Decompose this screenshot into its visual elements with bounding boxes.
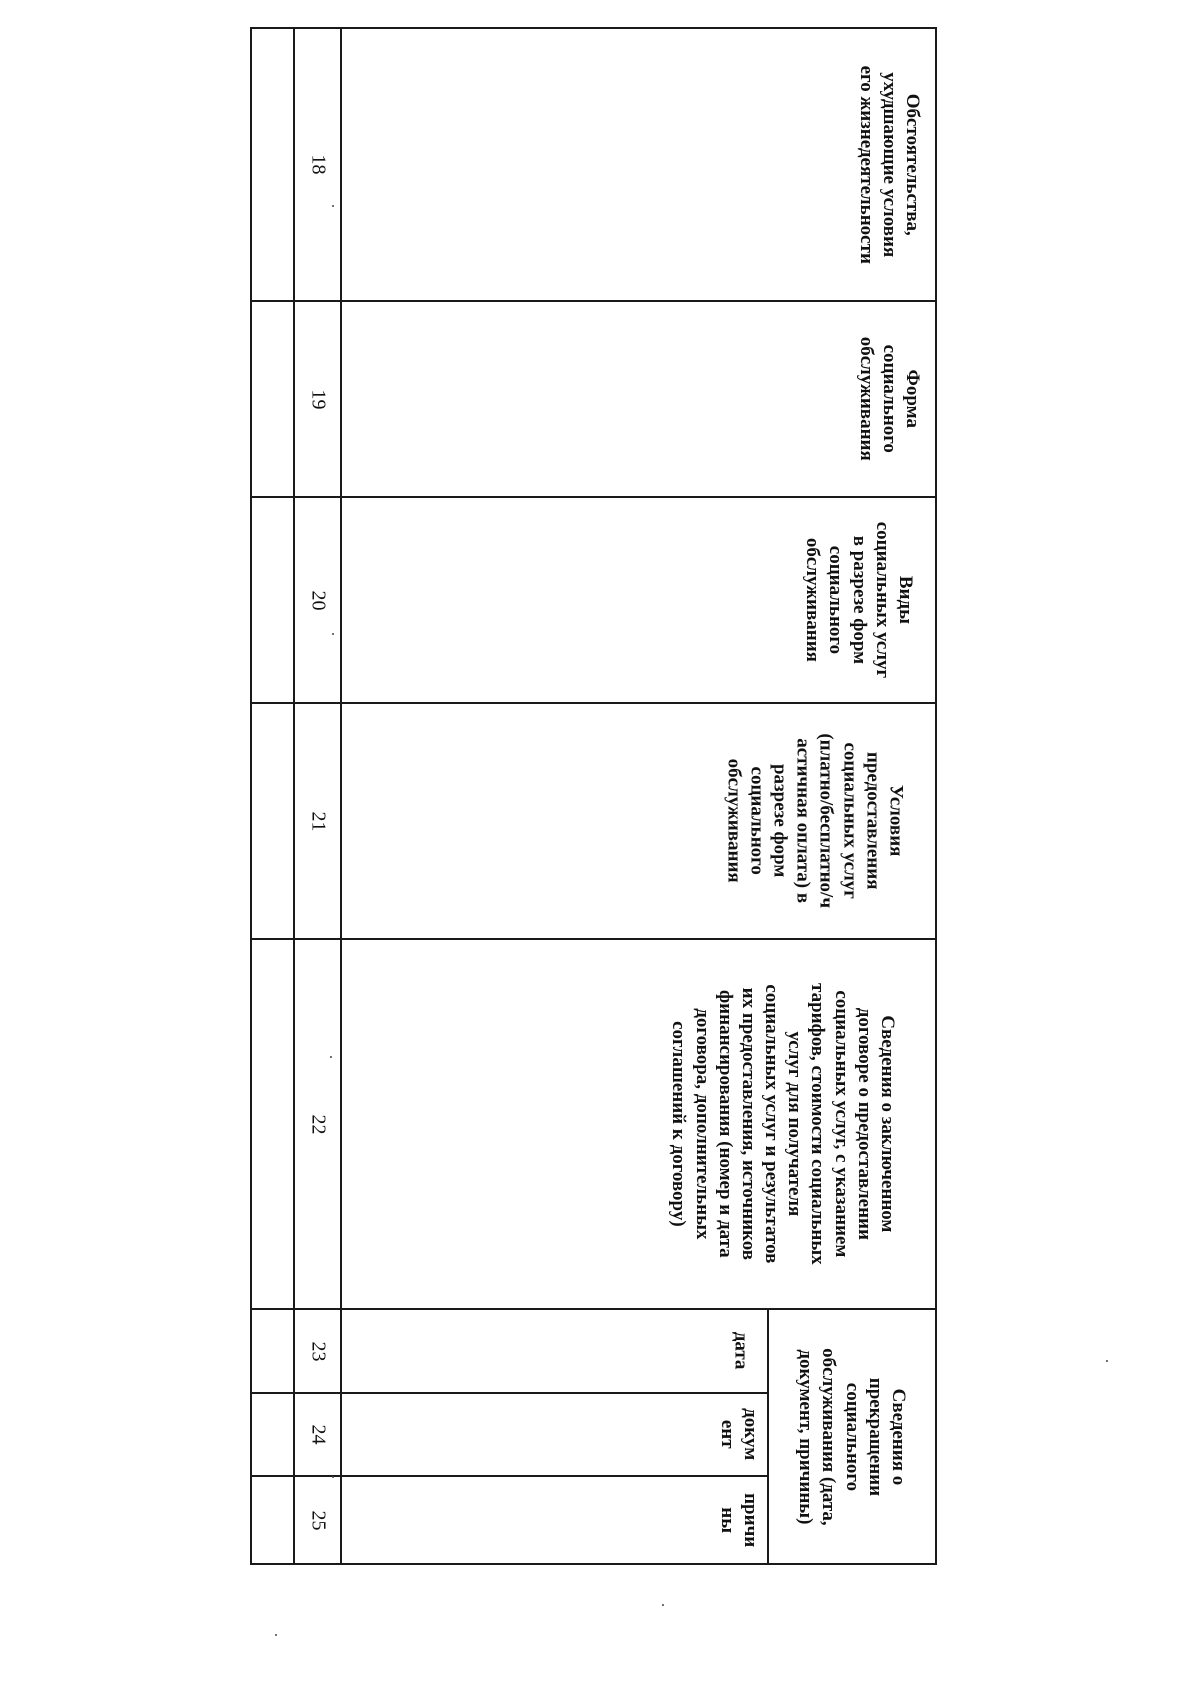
- header-service-types: Виды социальных услуг в разрезе форм социального обслуживания: [801, 521, 916, 679]
- column-number-24: 24: [307, 1424, 329, 1445]
- column-number-21: 21: [307, 811, 329, 831]
- column-number-19: 19: [307, 389, 329, 409]
- header-termination-info: Сведения о прекращении социального обслуживания (дата, документ, причины): [795, 1347, 909, 1526]
- data-row-divider: [340, 27, 342, 1565]
- scan-speck: [1106, 1360, 1108, 1362]
- column-number-23: 23: [307, 1341, 329, 1361]
- table-border-top: [250, 27, 937, 29]
- header-circumstances: Обстоятельства, ухудшающие условия его жизнедеятельности: [854, 65, 923, 264]
- scan-speck: [332, 633, 334, 635]
- column-number-20: 20: [307, 590, 329, 610]
- table-border-right: [935, 27, 937, 1565]
- scan-speck: [330, 1056, 332, 1058]
- scan-speck: [332, 205, 334, 207]
- column-number-22: 22: [307, 1114, 329, 1134]
- divider-18-19: [250, 300, 937, 302]
- table-border-bottom: [250, 1563, 937, 1565]
- column-number-25: 25: [307, 1510, 329, 1530]
- scan-speck: [332, 1476, 334, 1478]
- header-service-form: Форма социального обслуживания: [854, 336, 923, 461]
- subheader-reasons: причи ны: [716, 1492, 761, 1548]
- header-contract-info: Сведения о заключенном договоре о предоставлении социальных услуг, с указанием тарифов, стоимости социальных услуг для получателя социальных услуг и результатов их предоставления, источников финансирования (номер и дата договора, дополнительных соглашений к договору): [667, 983, 898, 1265]
- scan-speck: [275, 1634, 277, 1636]
- scan-speck: [662, 1604, 664, 1606]
- column-number-18: 18: [307, 154, 329, 175]
- subheader-date: дата: [730, 1332, 752, 1370]
- table-border-left: [250, 27, 252, 1565]
- subheader-document: докум ент: [716, 1408, 761, 1461]
- header-service-conditions: Условия предоставления социальных услуг (платно/бесплатно/ч астичная оплата) в разрезе форм социального обслуживания: [723, 733, 907, 909]
